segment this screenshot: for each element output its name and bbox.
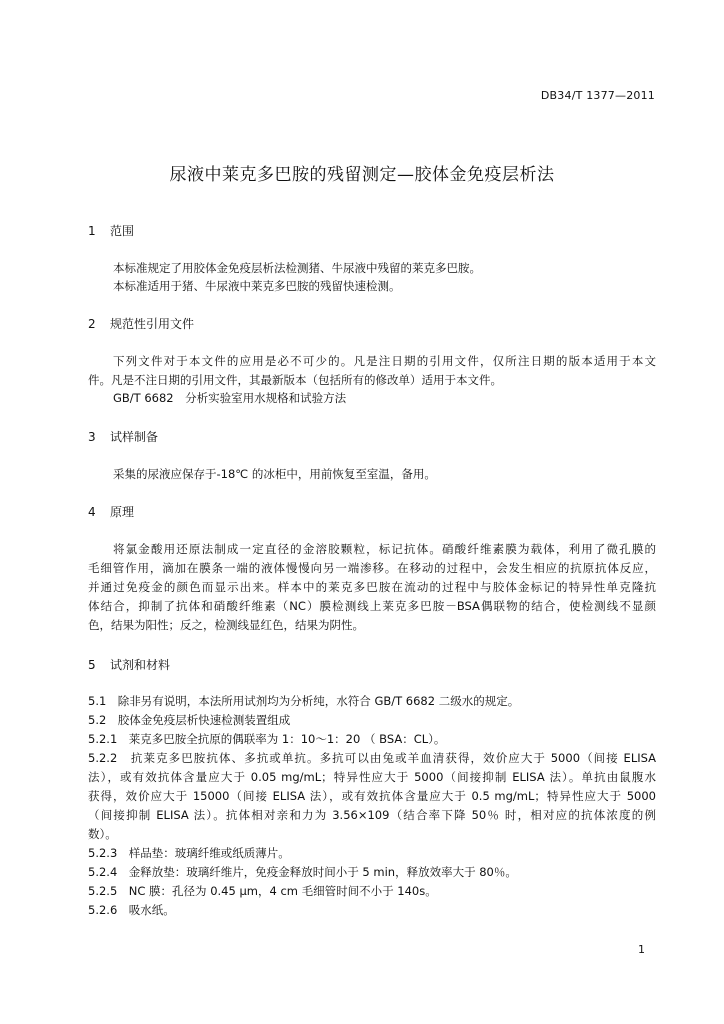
clause-line: 5.2.4 金释放垫：玻璃纤维片，免疫金释放时间小于 5 min，释放效率大于 80％。 <box>88 865 517 879</box>
section-2-heading <box>88 315 194 332</box>
clause-line: 获得，效价应大于 15000（间接 ELISA 法），或有效抗体含量应大于 0.5 mg/mL；特异性应大于 5000 <box>88 789 656 803</box>
section-number: 4 <box>88 505 96 519</box>
paragraph-line: 毛细管作用，滴加在膜条一端的液体慢慢向另一端渗移。在移动的过程中，会发生相应的抗原抗体反应， <box>88 561 656 575</box>
section-5-heading <box>88 656 170 673</box>
section-title: 试样制备 <box>110 430 159 444</box>
paragraph-line: 本标准适用于猪、牛尿液中莱克多巴胺的残留快速检测。 <box>113 279 401 293</box>
section-title: 试剂和材料 <box>110 658 171 672</box>
clause-line: 5.2.2 抗莱克多巴胺抗体、多抗或单抗。多抗可以由兔或羊血清获得，效价应大于 5000（间接 ELISA <box>88 751 656 765</box>
page-number: 1 <box>638 943 645 956</box>
clause-line: 法），或有效抗体含量应大于 0.05 mg/mL；特异性应大于 5000（间接抑制 ELISA 法）。单抗由鼠腹水 <box>88 770 656 784</box>
paragraph-line: 件。凡是不注日期的引用文件，其最新版本（包括所有的修改单）适用于本文件。 <box>88 373 502 387</box>
section-number: 1 <box>88 224 96 238</box>
paragraph-line: 色，结果为阳性；反之，检测线显红色，结果为阴性。 <box>88 618 364 632</box>
reference-line: GB/T 6682 分析实验室用水规格和试验方法 <box>113 391 347 405</box>
section-number: 5 <box>88 658 96 672</box>
clause-line: （间接抑制 ELISA 法）。抗体相对亲和力为 3.56×109（结合率下降 50％ 时，相对应的抗体浓度的例 <box>88 808 656 822</box>
section-title: 范围 <box>110 224 135 238</box>
clause-line: 5.2.5 NC 膜：孔径为 0.45 μm，4 cm 毛细管时间不小于 140s。 <box>88 884 437 898</box>
clause-line: 5.2 胶体金免疫层析快速检测装置组成 <box>88 713 291 727</box>
section-title: 原理 <box>110 505 135 519</box>
paragraph-line: 采集的尿液应保存于-18℃ 的冰柜中，用前恢复至室温，备用。 <box>113 467 436 481</box>
paragraph-line: 体结合，抑制了抗体和硝酸纤维素（NC）膜检测线上莱克多巴胺－BSA偶联物的结合，使检测线不显颜 <box>88 599 656 613</box>
clause-line: 5.2.6 吸水纸。 <box>88 903 175 917</box>
standard-code: DB34/T 1377—2011 <box>540 89 655 102</box>
clause-line: 数）。 <box>88 827 117 841</box>
section-number: 2 <box>88 317 96 331</box>
paragraph-line: 下列文件对于本文件的应用是必不可少的。凡是注日期的引用文件，仅所注日期的版本适用于本文 <box>113 354 656 368</box>
section-3-heading <box>88 428 158 445</box>
clause-line: 5.1 除非另有说明，本法所用试剂均为分析纯，水符合 GB/T 6682 二级水的规定。 <box>88 694 520 708</box>
paragraph-line: 本标准规定了用胶体金免疫层析法检测猪、牛尿液中残留的莱克多巴胺。 <box>113 261 481 275</box>
section-number: 3 <box>88 430 96 444</box>
document-title: 尿液中莱克多巴胺的残留测定—胶体金免疫层析法 <box>169 165 555 185</box>
clause-line: 5.2.1 莱克多巴胺全抗原的偶联率为 1：10～1：20 （ BSA：CL）。 <box>88 732 446 746</box>
section-title: 规范性引用文件 <box>110 317 195 331</box>
paragraph-line: 将氯金酸用还原法制成一定直径的金溶胶颗粒，标记抗体。硝酸纤维素膜为载体，利用了微孔膜的 <box>113 542 656 556</box>
clause-line: 5.2.3 样品垫：玻璃纤维或纸质薄片。 <box>88 846 290 860</box>
section-4-heading <box>88 503 134 520</box>
section-1-heading <box>88 222 134 239</box>
paragraph-line: 并通过免疫金的颜色而显示出来。样本中的莱克多巴胺在流动的过程中与胶体金标记的特异性单克隆抗 <box>88 580 656 594</box>
